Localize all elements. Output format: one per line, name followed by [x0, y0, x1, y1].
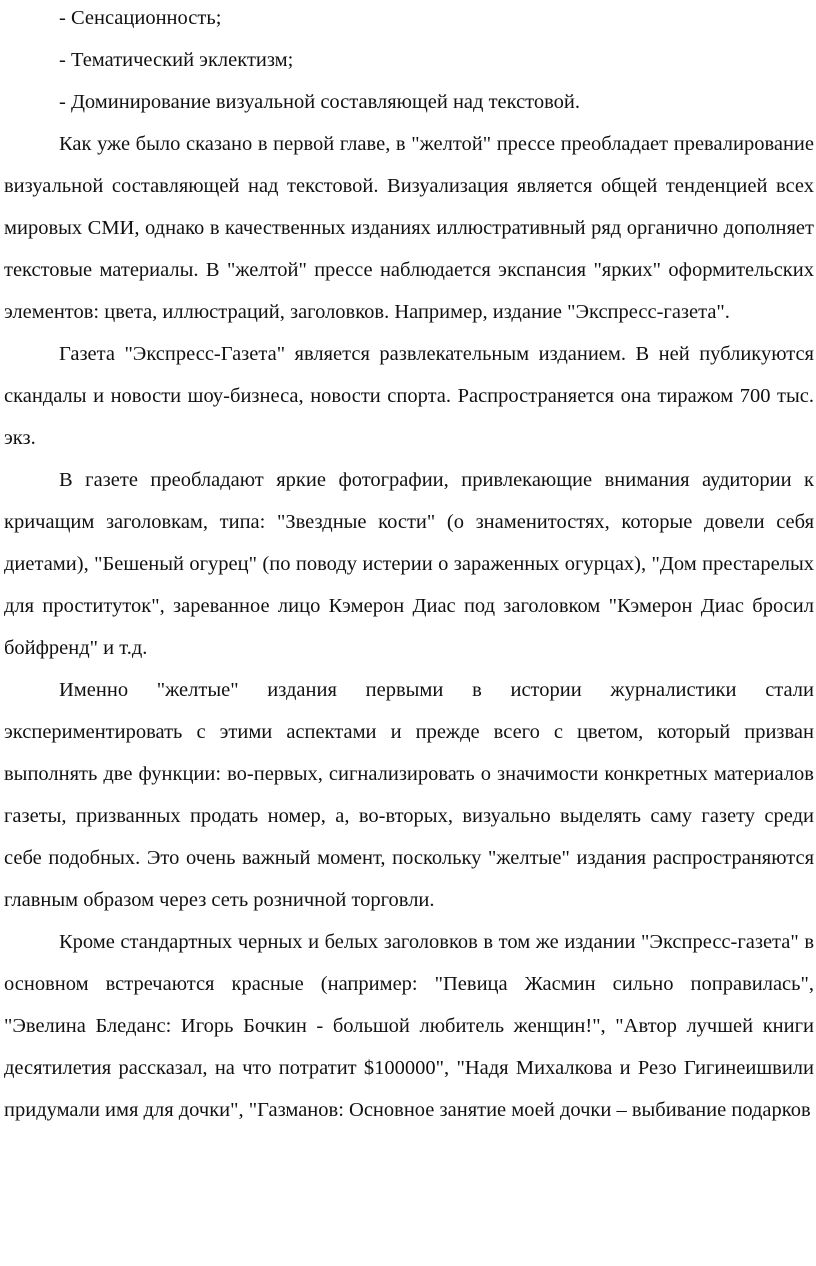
list-item-sensationalism: - Сенсационность; [59, 7, 222, 29]
paragraph-express-gazeta: Газета "Экспресс-Газета" является развлекательным изданием. В ней публикуются скандалы и новости шоу-бизнеса, новости спорта. Распространяется она тиражом 700 тыс. экз. [4, 343, 814, 449]
list-item-thematic-eclecticism: - Тематический эклектизм; [59, 49, 294, 71]
paragraph-visual-over-text: Как уже было сказано в первой главе, в "желтой" прессе преобладает превалирование визуальной составляющей над текстовой. Визуализация является общей тенденцией всех мировых СМИ, однако в качественных изданиях иллюстративный ряд органично дополняет текстовые материалы. В "желтой" прессе наблюдается экспансия "ярких" оформительских элементов: цвета, иллюстраций, заголовков. Например, издание "Экспресс-газета". [4, 133, 814, 323]
paragraph-red-headlines: Кроме стандартных черных и белых заголовков в том же издании "Экспресс-газета" в основном встречаются красные (например: "Певица Жасмин сильно поправилась", "Эвелина Бледанс: Игорь Бочкин - большой любитель женщин!", "Автор лучшей книги десятилетия рассказал, на что потратит $100000", "Надя Михалкова и Резо Гигинеишвили придумали имя для дочки", "Газманов: Основное занятие моей дочки – выбивание подарков [4, 931, 814, 1121]
paragraph-color-functions: Именно "желтые" издания первыми в истории журналистики стали экспериментировать с этими аспектами и прежде всего с цветом, который призван выполнять две функции: во-первых, сигнализировать о значимости конкретных материалов газеты, призванных продать номер, а, во-вторых, визуально выделять саму газету среди себе подобных. Это очень важный момент, поскольку "желтые" издания распространяются главным образом через сеть розничной торговли. [4, 679, 814, 911]
list-item-visual-dominance: - Доминирование визуальной составляющей над текстовой. [59, 91, 581, 113]
paragraph-headlines-examples: В газете преобладают яркие фотографии, привлекающие внимания аудитории к кричащим заголовкам, типа: "Звездные кости" (о знаменитостях, которые довели себя диетами), "Бешеный огурец" (по поводу истерии о зараженных огурцах), "Дом престарелых для проституток", зареванное лицо Кэмерон Диас под заголовком "Кэмерон Диас бросил бойфренд" и т.д. [4, 469, 814, 659]
